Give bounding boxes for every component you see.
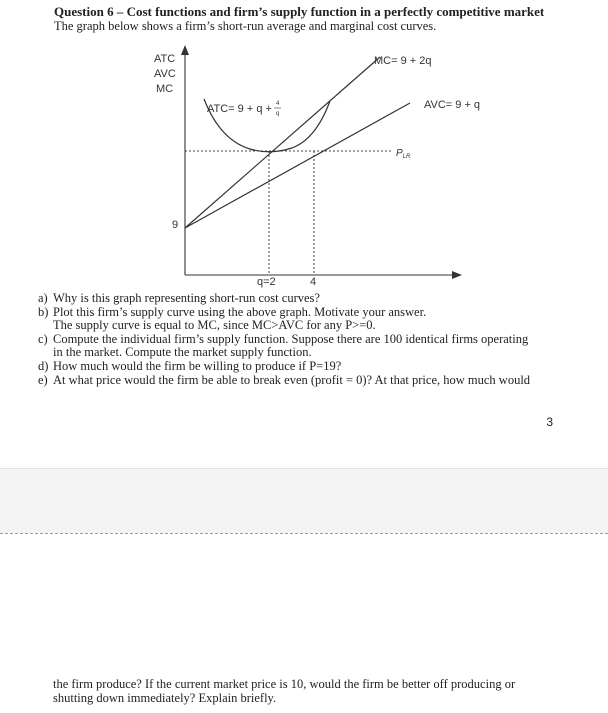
page-number: 3 bbox=[546, 415, 553, 429]
x-tick-q2: q=2 bbox=[257, 276, 276, 288]
continuation-line-2: shutting down immediately? Explain briefly. bbox=[53, 691, 277, 705]
item-letter: d) bbox=[38, 358, 49, 373]
avc-label: AVC= 9 + q bbox=[424, 99, 481, 111]
mc-label: MC= 9 + 2q bbox=[374, 55, 432, 67]
atc-fraction-denominator: q bbox=[276, 111, 280, 117]
page-break bbox=[0, 468, 608, 533]
item-text: At what price would the firm be able to break even (profit = 0)? At that price, how much would bbox=[53, 372, 531, 387]
item-letter: e) bbox=[38, 372, 48, 387]
question-item-e bbox=[38, 374, 530, 388]
item-letter: b) bbox=[38, 304, 49, 319]
plr-label-sub: LR bbox=[402, 154, 411, 160]
item-text-continued: in the market. Compute the market supply function. bbox=[53, 345, 312, 360]
page-divider-dashed bbox=[0, 533, 608, 534]
y-axis-label-avc: AVC bbox=[154, 68, 176, 80]
cost-curves-graph bbox=[0, 0, 608, 300]
item-text: Why is this graph representing short-run cost curves? bbox=[53, 291, 320, 305]
item-letter: a) bbox=[38, 291, 48, 305]
question-list bbox=[38, 292, 530, 387]
continuation-line-1: the firm produce? If the current market price is 10, would the firm be better off producing or bbox=[53, 677, 516, 691]
question-item-c bbox=[38, 333, 530, 347]
plr-label bbox=[396, 148, 411, 160]
item-text: Compute the individual firm’s supply function. Suppose there are 100 identical firms operating bbox=[53, 331, 529, 346]
y-axis-label-mc: MC bbox=[156, 83, 174, 95]
question-intro: The graph below shows a firm’s short-run average and marginal cost curves. bbox=[54, 19, 437, 33]
y-tick-9: 9 bbox=[172, 219, 179, 231]
y-axis-arrow bbox=[181, 45, 189, 55]
x-axis-arrow bbox=[452, 271, 462, 279]
question-continuation bbox=[53, 677, 515, 705]
atc-label: ATC= 9 + q + bbox=[207, 103, 272, 115]
y-axis-label-atc: ATC bbox=[154, 53, 176, 65]
question-title: Question 6 – Cost functions and firm’s supply function in a perfectly competitive market bbox=[54, 4, 545, 19]
x-tick-4: 4 bbox=[310, 276, 317, 288]
question-item-b bbox=[38, 306, 530, 320]
item-text: How much would the firm be willing to produce if P=19? bbox=[53, 358, 342, 373]
question-item-d bbox=[38, 360, 530, 374]
plr-label-main: P bbox=[396, 148, 403, 159]
answer-b: The supply curve is equal to MC, since MC>AVC for any P>=0. bbox=[53, 318, 376, 333]
atc-fraction-numerator: 4 bbox=[276, 101, 280, 107]
item-letter: c) bbox=[38, 331, 48, 346]
avc-curve bbox=[185, 103, 410, 228]
question-item-a bbox=[38, 292, 530, 306]
mc-curve bbox=[185, 57, 380, 228]
item-text: Plot this firm’s supply curve using the above graph. Motivate your answer. bbox=[53, 304, 427, 319]
